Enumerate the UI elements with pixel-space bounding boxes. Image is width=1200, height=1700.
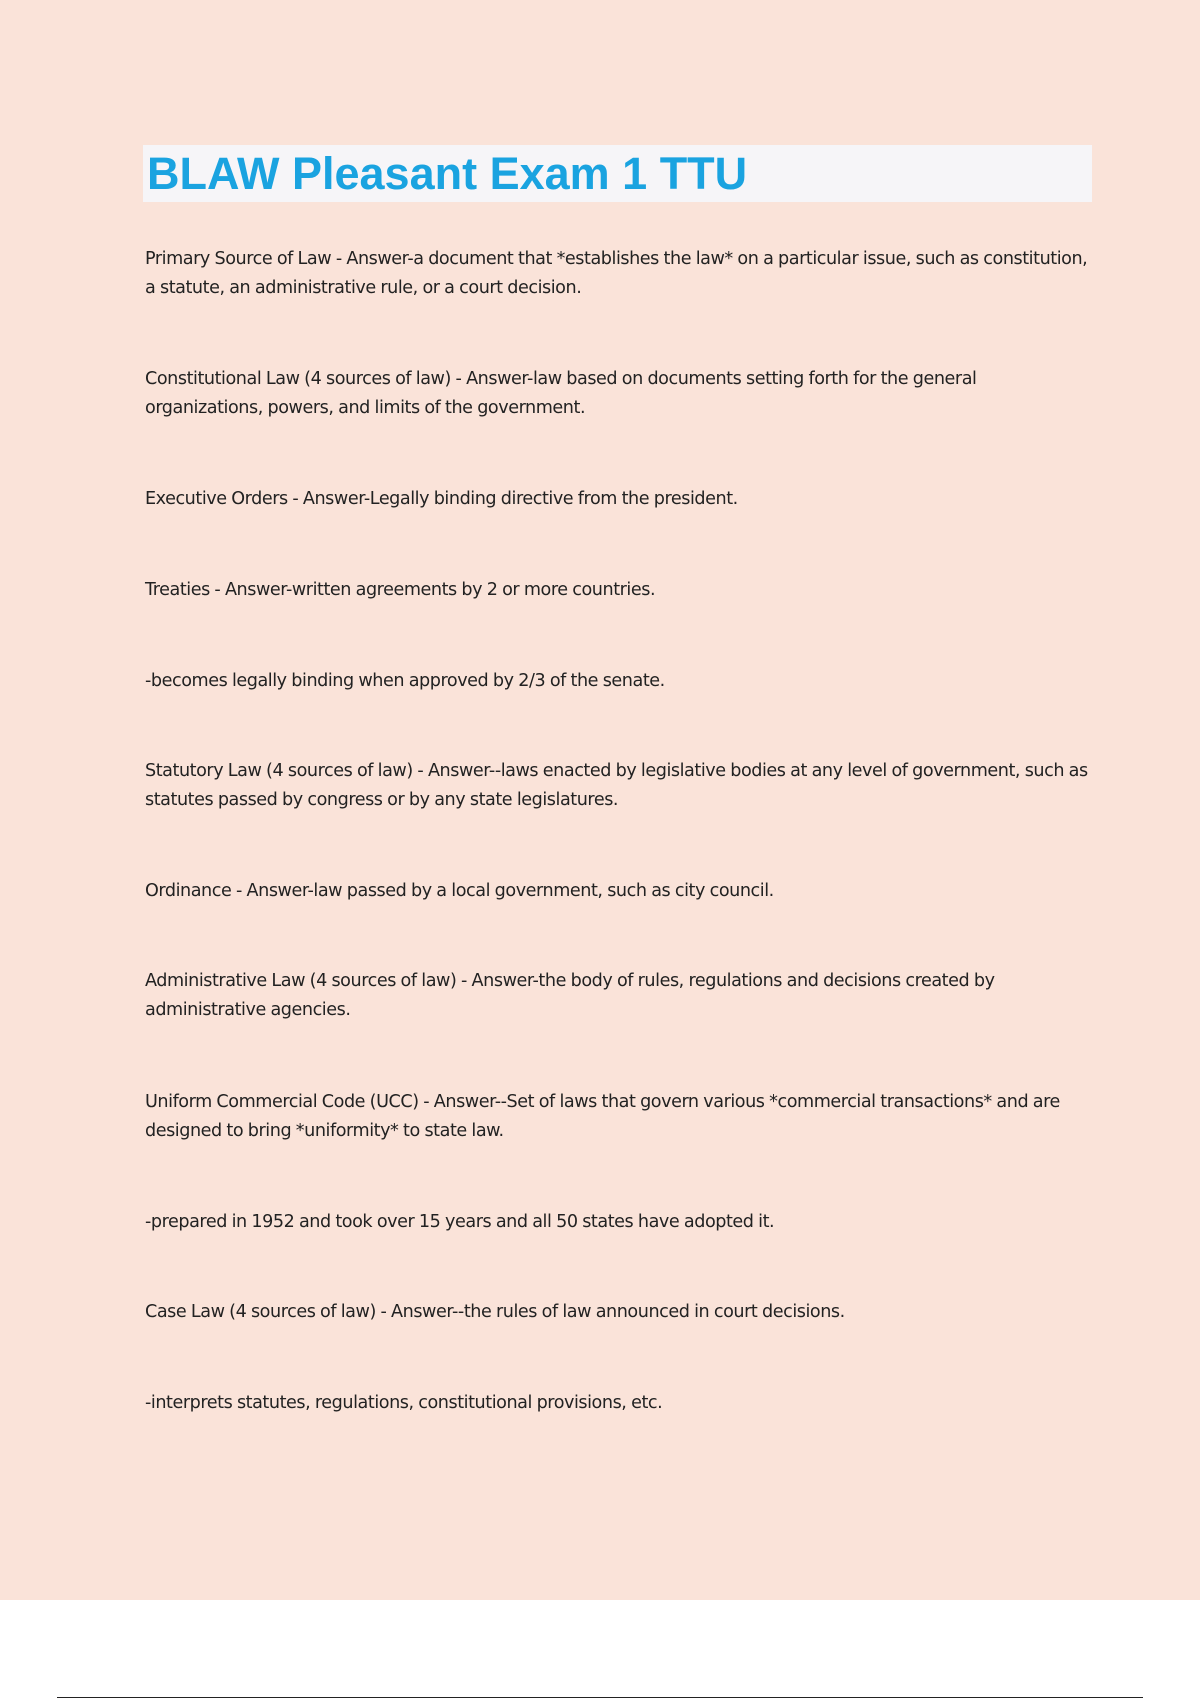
- entry-administrative-law: Administrative Law (4 sources of law) - Answer-the body of rules, regulations and decisions created by administrative agencies.: [145, 971, 995, 1020]
- entry-ucc-note: -prepared in 1952 and took over 15 years and all 50 states have adopted it.: [145, 1212, 775, 1232]
- entry-ordinance: Ordinance - Answer-law passed by a local government, such as city council.: [145, 881, 774, 901]
- entry-treaties-note: -becomes legally binding when approved by 2/3 of the senate.: [145, 671, 665, 691]
- entry-statutory-law: Statutory Law (4 sources of law) - Answer--laws enacted by legislative bodies at any level of government, such as statutes passed by congress or by any state legislatures.: [145, 761, 1088, 810]
- entry-constitutional-law: Constitutional Law (4 sources of law) - Answer-law based on documents setting forth for the general organizations, powers, and limits of the government.: [145, 369, 977, 418]
- footer-divider: [57, 1697, 1143, 1698]
- entry-primary-source-of-law: Primary Source of Law - Answer-a document that *establishes the law* on a particular issue, such as constitution, a statute, an administrative rule, or a court decision.: [145, 249, 1088, 298]
- entry-case-law-note: -interprets statutes, regulations, constitutional provisions, etc.: [145, 1393, 663, 1413]
- entry-treaties: Treaties - Answer-written agreements by 2 or more countries.: [145, 580, 656, 600]
- entry-uniform-commercial-code: Uniform Commercial Code (UCC) - Answer--Set of laws that govern various *commercial transactions* and are designed to bring *uniformity* to state law.: [145, 1092, 1060, 1141]
- document-title: BLAW Pleasant Exam 1 TTU: [147, 148, 748, 199]
- entry-executive-orders: Executive Orders - Answer-Legally binding directive from the president.: [145, 489, 738, 509]
- entry-case-law: Case Law (4 sources of law) - Answer--the rules of law announced in court decisions.: [145, 1302, 845, 1322]
